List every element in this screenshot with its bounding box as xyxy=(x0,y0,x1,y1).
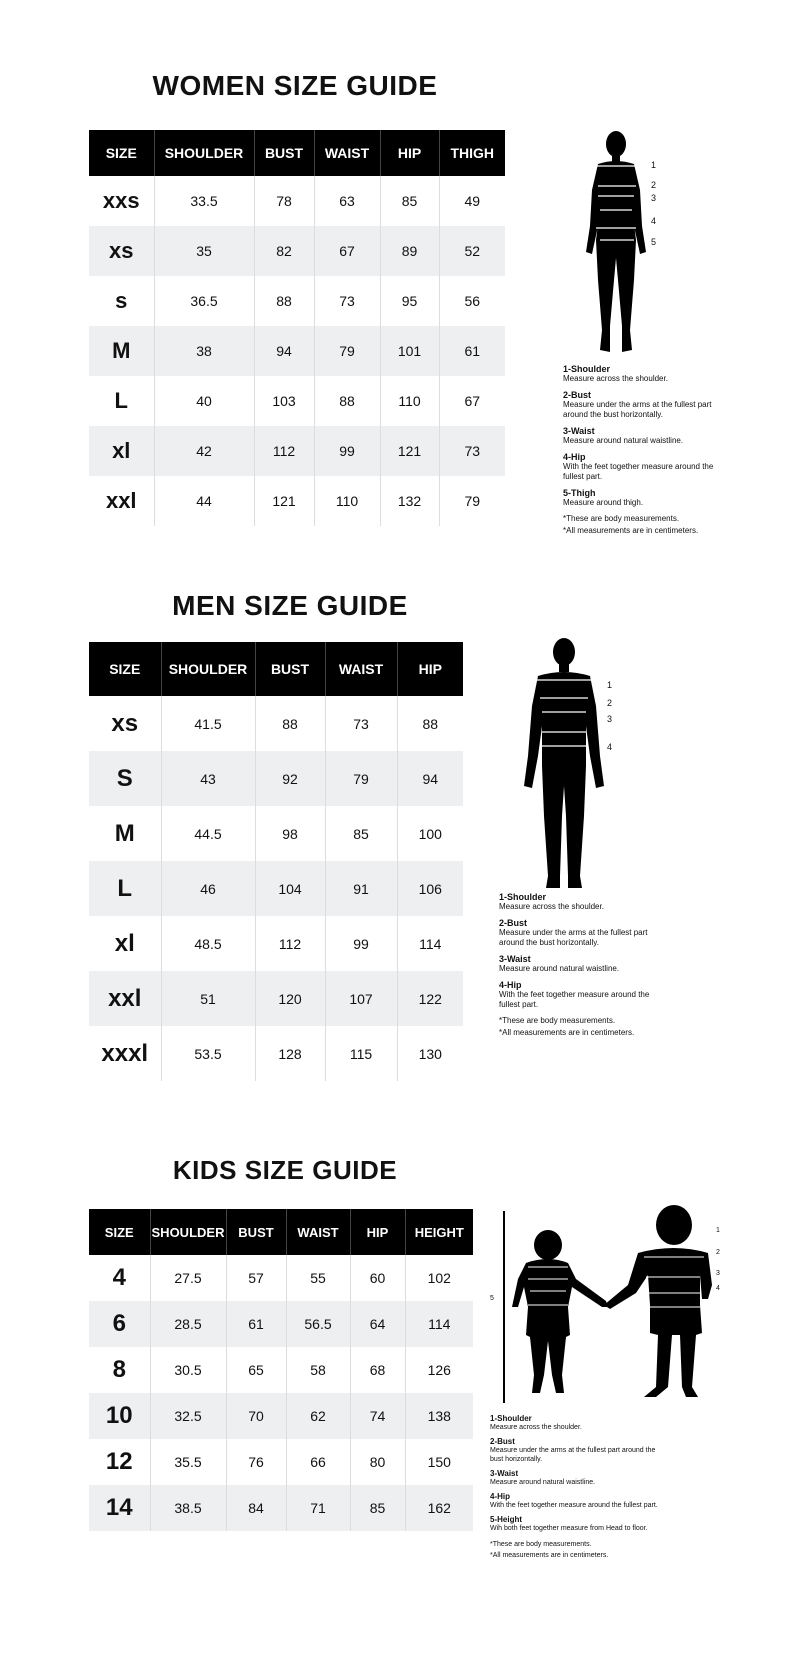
note-title: 5-Thigh xyxy=(563,488,596,498)
measurement-cell: 85 xyxy=(350,1485,405,1531)
measurement-cell: 91 xyxy=(325,861,397,916)
marker-1: 1 xyxy=(607,680,613,690)
measurement-cell: 49 xyxy=(464,193,481,209)
note-title: 2-Bust xyxy=(490,1437,515,1446)
marker-3: 3 xyxy=(651,193,657,203)
footnote: *These are body measurements. xyxy=(563,514,680,523)
measurement-cell: 79 xyxy=(464,493,481,509)
size-cell: 8 xyxy=(89,1347,150,1393)
measurement-cell: 78 xyxy=(254,176,314,226)
measurement-cell: 73 xyxy=(325,696,397,751)
note-title: 2-Bust xyxy=(563,390,592,400)
measurement-cell: 100 xyxy=(418,825,442,842)
measurement-cell: 92 xyxy=(255,751,325,806)
measurement-cell: 128 xyxy=(255,1026,325,1081)
note-desc: Measure around natural waistline. xyxy=(563,436,684,445)
note-title: 3-Waist xyxy=(499,954,531,964)
women-title: WOMEN SIZE GUIDE xyxy=(152,70,438,101)
measurement-cell: 52 xyxy=(439,226,505,276)
measurement-cell: 67 xyxy=(464,393,481,409)
measurement-cell: 27.5 xyxy=(150,1255,226,1301)
marker-1: 1 xyxy=(716,1227,720,1234)
note-title: 3-Waist xyxy=(490,1469,519,1478)
note-title: 5-Height xyxy=(490,1515,522,1524)
women-size-table xyxy=(89,130,505,526)
measurement-cell: 88 xyxy=(254,276,314,326)
measurement-cell: 122 xyxy=(397,971,463,1026)
note-title: 1-Shoulder xyxy=(490,1414,532,1423)
measurement-cell: 114 xyxy=(405,1301,473,1347)
measurement-cell: 79 xyxy=(314,326,380,376)
table-row xyxy=(89,426,505,476)
marker-4: 4 xyxy=(651,216,657,226)
header-cell: WAIST xyxy=(314,130,380,176)
marker-2: 2 xyxy=(651,180,657,190)
header-cell: HEIGHT xyxy=(405,1209,473,1255)
size-cell: L xyxy=(89,861,161,916)
size-cell: M xyxy=(89,326,154,376)
measurement-cell: 103 xyxy=(254,376,314,426)
header-cell: SHOULDER xyxy=(154,130,254,176)
marker-4: 4 xyxy=(607,742,613,752)
table-row xyxy=(89,971,463,1026)
table-header-row xyxy=(89,1209,473,1255)
note-desc: Measure under the arms at the fullest part around the bust horizontally. xyxy=(563,400,712,419)
table-row xyxy=(89,1347,473,1393)
header-cell: SHOULDER xyxy=(150,1209,226,1255)
measurement-cell: 162 xyxy=(405,1485,473,1531)
measurement-cell: 35.5 xyxy=(150,1439,226,1485)
size-cell: 4 xyxy=(89,1255,150,1301)
measurement-cell: 150 xyxy=(427,1454,451,1470)
measurement-cell: 106 xyxy=(397,861,463,916)
measurement-cell: 121 xyxy=(380,426,439,476)
measurement-cell: 112 xyxy=(254,426,314,476)
measurement-cell: 38.5 xyxy=(150,1485,226,1531)
measurement-cell: 120 xyxy=(255,971,325,1026)
measurement-cell: 132 xyxy=(380,476,439,526)
measurement-cell: 82 xyxy=(254,226,314,276)
header-cell: BUST xyxy=(255,642,325,696)
measurement-cell: 60 xyxy=(350,1255,405,1301)
size-cell: xl xyxy=(89,916,161,971)
note-title: 1-Shoulder xyxy=(499,892,547,902)
header-cell: WAIST xyxy=(325,642,397,696)
note-desc: With the feet together measure around the fullest part. xyxy=(563,462,714,481)
measurement-cell: 40 xyxy=(154,376,254,426)
women-body-figure xyxy=(560,130,680,360)
measurement-cell: 73 xyxy=(314,276,380,326)
table-row xyxy=(89,1485,473,1531)
measurement-cell: 66 xyxy=(286,1439,350,1485)
note-desc: Measure under the arms at the fullest part around the bust horizontally. xyxy=(490,1447,656,1463)
measurement-cell: 121 xyxy=(254,476,314,526)
measurement-cell: 126 xyxy=(427,1362,451,1378)
measurement-cell: 70 xyxy=(226,1393,286,1439)
measurement-cell: 56 xyxy=(464,293,481,309)
table-row xyxy=(89,276,505,326)
note-title: 4-Hip xyxy=(499,980,522,990)
marker-2: 2 xyxy=(607,698,613,708)
footnote: *All measurements are in centimeters. xyxy=(499,1028,635,1037)
men-body-figure xyxy=(520,636,620,892)
measurement-cell: 61 xyxy=(439,326,505,376)
measurement-cell: 63 xyxy=(314,176,380,226)
note-title: 3-Waist xyxy=(563,426,595,436)
table-header-row xyxy=(89,130,505,176)
marker-4: 4 xyxy=(716,1285,720,1292)
kids-title: KIDS SIZE GUIDE xyxy=(172,1155,398,1185)
measurement-cell: 71 xyxy=(286,1485,350,1531)
table-row xyxy=(89,696,463,751)
table-row xyxy=(89,1439,473,1485)
measurement-cell: 94 xyxy=(397,751,463,806)
table-row xyxy=(89,326,505,376)
man-silhouette-icon xyxy=(520,636,620,892)
measurement-cell: 43 xyxy=(161,751,255,806)
marker-1: 1 xyxy=(651,160,657,170)
measurement-cell: 85 xyxy=(380,176,439,226)
kids-measurement-notes xyxy=(490,1414,670,1560)
measurement-cell: 55 xyxy=(286,1255,350,1301)
measurement-cell: 138 xyxy=(405,1393,473,1439)
size-cell: 10 xyxy=(89,1393,150,1439)
size-cell: xs xyxy=(89,226,154,276)
note-title: 2-Bust xyxy=(499,918,528,928)
measurement-cell: 44.5 xyxy=(161,806,255,861)
marker-2: 2 xyxy=(716,1249,720,1256)
header-cell: HIP xyxy=(397,642,463,696)
table-row xyxy=(89,1026,463,1081)
marker-5: 5 xyxy=(651,237,657,247)
height-marker: 5 xyxy=(490,1295,494,1302)
measurement-cell: 88 xyxy=(422,715,439,732)
header-cell: SIZE xyxy=(89,642,161,696)
measurement-cell: 89 xyxy=(380,226,439,276)
measurement-cell: 112 xyxy=(255,916,325,971)
table-row xyxy=(89,861,463,916)
size-cell: 6 xyxy=(89,1301,150,1347)
size-cell: xs xyxy=(89,696,161,751)
measurement-cell: 64 xyxy=(350,1301,405,1347)
measurement-cell: 80 xyxy=(350,1439,405,1485)
children-silhouette-icon xyxy=(486,1175,726,1405)
measurement-cell: 38 xyxy=(154,326,254,376)
measurement-cell: 28.5 xyxy=(150,1301,226,1347)
measurement-cell: 46 xyxy=(161,861,255,916)
measurement-cell: 88 xyxy=(314,376,380,426)
size-cell: xxl xyxy=(89,971,161,1026)
size-cell: xxl xyxy=(89,476,154,526)
table-row xyxy=(89,806,463,861)
note-desc: Wih both feet together measure from Head to floor. xyxy=(490,1525,648,1532)
table-row xyxy=(89,1301,473,1347)
measurement-cell: 51 xyxy=(161,971,255,1026)
measurement-cell: 48.5 xyxy=(161,916,255,971)
note-desc: Measure across the shoulder. xyxy=(499,902,604,911)
note-title: 1-Shoulder xyxy=(563,364,611,374)
measurement-cell: 58 xyxy=(286,1347,350,1393)
footnote: *These are body measurements. xyxy=(490,1541,592,1548)
header-cell: SIZE xyxy=(89,1209,150,1255)
header-cell: SIZE xyxy=(89,130,154,176)
table-row xyxy=(89,1255,473,1301)
note-desc: Measure around natural waistline. xyxy=(490,1479,596,1486)
header-cell: WAIST xyxy=(286,1209,350,1255)
measurement-cell: 98 xyxy=(255,806,325,861)
note-desc: Measure under the arms at the fullest part around the bust horizontally. xyxy=(499,928,648,947)
measurement-cell: 53.5 xyxy=(161,1026,255,1081)
footnote: *All measurements are in centimeters. xyxy=(563,526,699,535)
note-desc: With the feet together measure around the fullest part. xyxy=(490,1502,658,1509)
measurement-cell: 57 xyxy=(226,1255,286,1301)
header-cell: BUST xyxy=(254,130,314,176)
table-row xyxy=(89,176,505,226)
note-desc: Measure around natural waistline. xyxy=(499,964,620,973)
note-title: 4-Hip xyxy=(563,452,586,462)
table-row xyxy=(89,1393,473,1439)
size-cell: 12 xyxy=(89,1439,150,1485)
woman-silhouette-icon xyxy=(560,130,680,360)
men-title: MEN SIZE GUIDE xyxy=(172,590,408,621)
measurement-cell: 73 xyxy=(439,426,505,476)
measurement-cell: 99 xyxy=(325,916,397,971)
footnote: *These are body measurements. xyxy=(499,1016,616,1025)
marker-3: 3 xyxy=(716,1270,720,1277)
table-row xyxy=(89,226,505,276)
measurement-cell: 76 xyxy=(226,1439,286,1485)
measurement-cell: 85 xyxy=(325,806,397,861)
measurement-cell: 115 xyxy=(325,1026,397,1081)
measurement-cell: 102 xyxy=(427,1270,451,1286)
size-cell: M xyxy=(89,806,161,861)
men-measurement-notes xyxy=(499,892,669,1038)
measurement-cell: 107 xyxy=(325,971,397,1026)
measurement-cell: 104 xyxy=(255,861,325,916)
measurement-cell: 36.5 xyxy=(154,276,254,326)
women-measurement-notes xyxy=(563,364,723,536)
table-row xyxy=(89,476,505,526)
measurement-cell: 74 xyxy=(350,1393,405,1439)
note-desc: Measure across the shoulder. xyxy=(563,374,668,383)
note-title: 4-Hip xyxy=(490,1492,510,1501)
size-cell: xxxl xyxy=(89,1026,161,1081)
measurement-cell: 114 xyxy=(419,935,442,952)
measurement-cell: 99 xyxy=(314,426,380,476)
measurement-cell: 35 xyxy=(154,226,254,276)
size-cell: xxs xyxy=(89,176,154,226)
measurement-cell: 101 xyxy=(380,326,439,376)
measurement-cell: 68 xyxy=(350,1347,405,1393)
measurement-cell: 56.5 xyxy=(286,1301,350,1347)
header-cell: SHOULDER xyxy=(161,642,255,696)
table-header-row xyxy=(89,642,463,696)
header-cell: HIP xyxy=(350,1209,405,1255)
measurement-cell: 94 xyxy=(254,326,314,376)
measurement-cell: 88 xyxy=(255,696,325,751)
measurement-cell: 61 xyxy=(226,1301,286,1347)
measurement-cell: 33.5 xyxy=(154,176,254,226)
measurement-cell: 32.5 xyxy=(150,1393,226,1439)
size-cell: xl xyxy=(89,426,154,476)
marker-3: 3 xyxy=(607,714,613,724)
kids-body-figure xyxy=(486,1175,726,1405)
measurement-cell: 130 xyxy=(418,1045,442,1062)
header-cell: THIGH xyxy=(439,130,505,176)
measurement-cell: 42 xyxy=(154,426,254,476)
measurement-cell: 44 xyxy=(154,476,254,526)
measurement-cell: 79 xyxy=(325,751,397,806)
kids-size-table xyxy=(89,1209,473,1531)
footnote: *All measurements are in centimeters. xyxy=(490,1552,609,1559)
measurement-cell: 62 xyxy=(286,1393,350,1439)
measurement-cell: 110 xyxy=(314,476,380,526)
header-cell: HIP xyxy=(380,130,439,176)
measurement-cell: 41.5 xyxy=(161,696,255,751)
size-cell: S xyxy=(89,751,161,806)
measurement-cell: 30.5 xyxy=(150,1347,226,1393)
note-desc: Measure across the shoulder. xyxy=(490,1424,582,1431)
measurement-cell: 110 xyxy=(380,376,439,426)
size-cell: s xyxy=(89,276,154,326)
size-cell: L xyxy=(89,376,154,426)
table-row xyxy=(89,916,463,971)
table-row xyxy=(89,376,505,426)
measurement-cell: 67 xyxy=(314,226,380,276)
note-desc: With the feet together measure around the fullest part. xyxy=(499,990,650,1009)
header-cell: BUST xyxy=(226,1209,286,1255)
size-cell: 14 xyxy=(89,1485,150,1531)
measurement-cell: 95 xyxy=(380,276,439,326)
table-row xyxy=(89,751,463,806)
measurement-cell: 65 xyxy=(226,1347,286,1393)
measurement-cell: 84 xyxy=(226,1485,286,1531)
men-size-table xyxy=(89,642,463,1081)
note-desc: Measure around thigh. xyxy=(563,498,644,507)
